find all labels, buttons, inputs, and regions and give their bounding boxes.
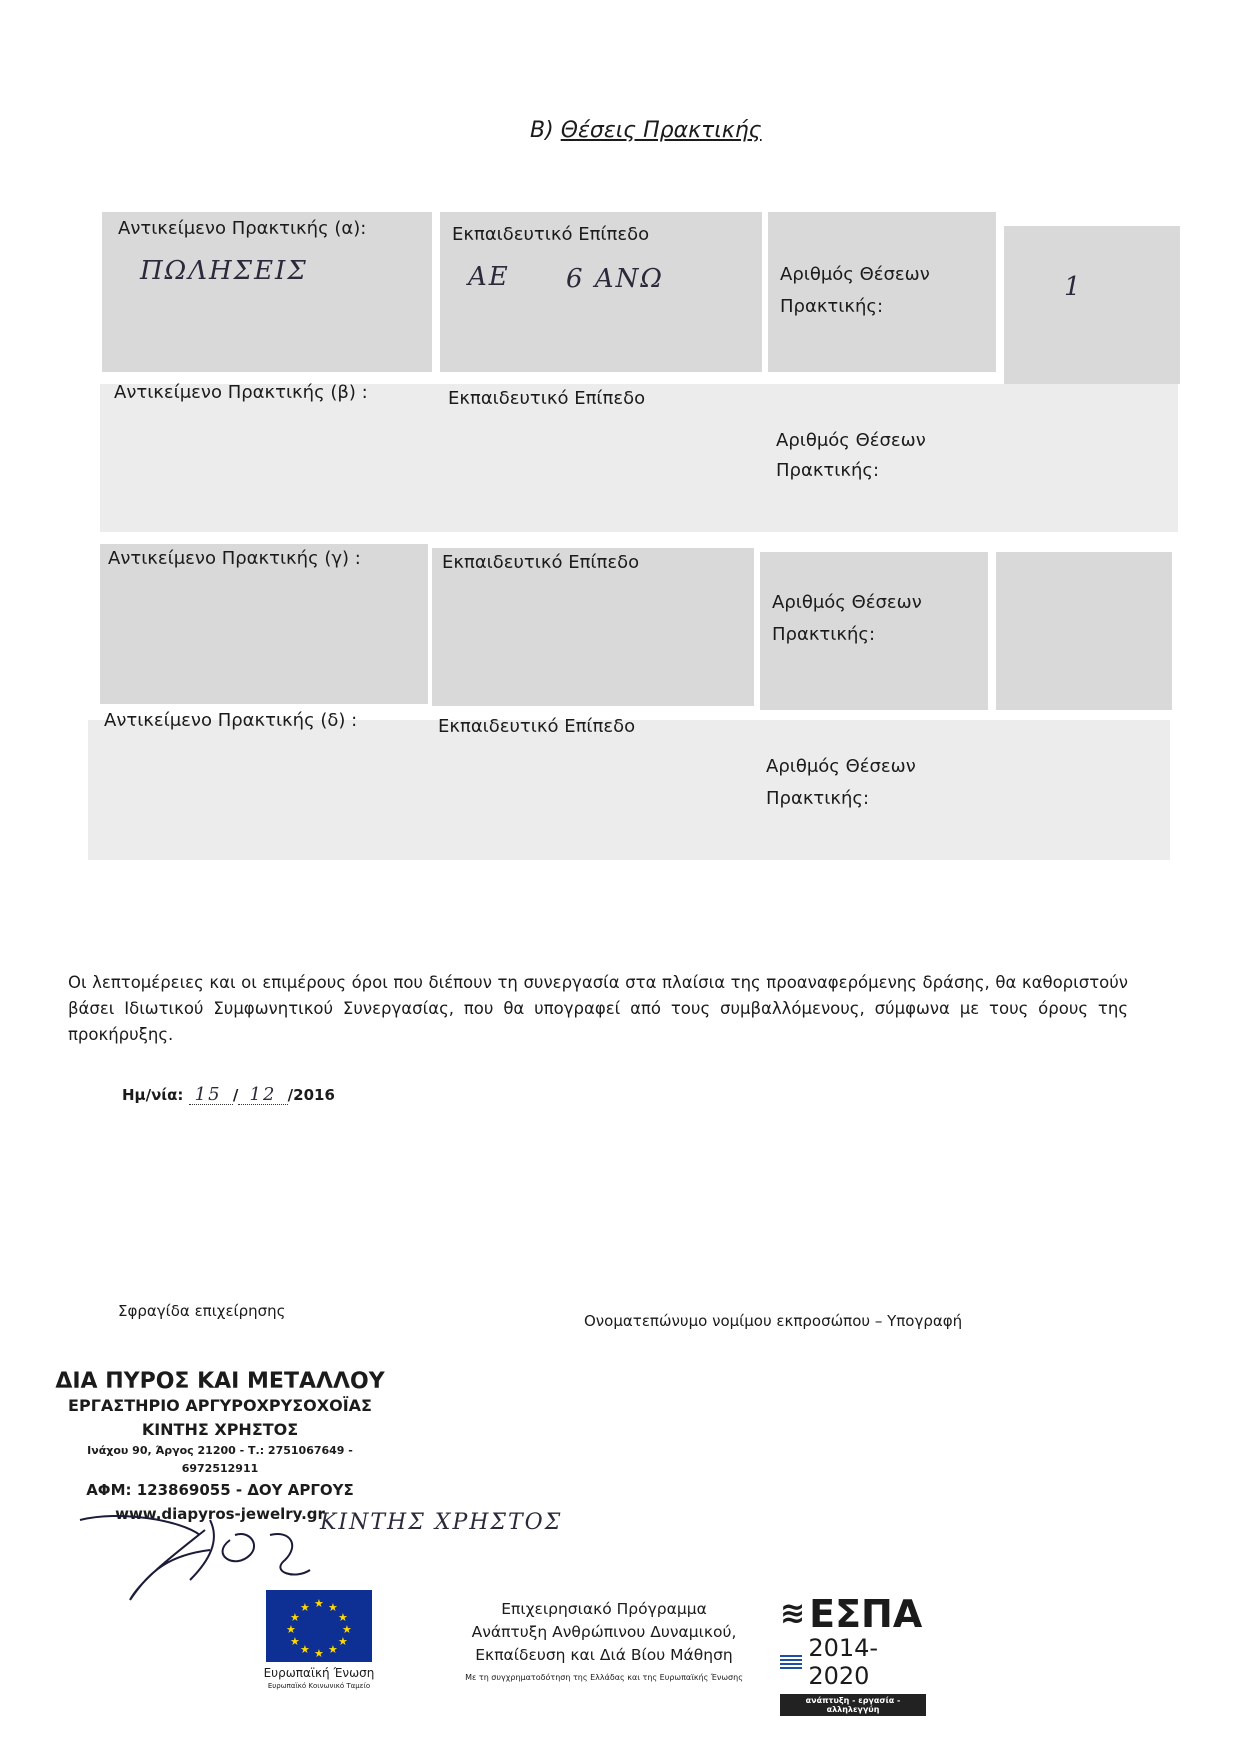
row-a-count-value: 1 <box>1064 272 1083 302</box>
row-a-subject-label: Αντικείμενο Πρακτικής (α): <box>118 218 367 239</box>
eu-flag-icon: ★ ★ ★ ★ ★ ★ ★ ★ ★ ★ ★ ★ <box>266 1590 372 1662</box>
terms-paragraph: Οι λεπτομέρειες και οι επιμέρους όροι που διέπουν τη συνεργασία στα πλαίσια της προαναφερόμενης δράσης, θα καθοριστούν βάσει Ιδιωτικού Συμφωνητικού Συνεργασίας, που θα υπογραφεί από τους συμβαλλόμενους, σύμφωνα με τους όρους της προκήρυξης. <box>68 973 1128 1044</box>
signature-label: Ονοματεπώνυμο νομίμου εκπροσώπου – Υπογραφή <box>584 1312 963 1330</box>
row-b-count-label-1: Αριθμός Θέσεων <box>776 430 926 451</box>
date-line: Ημ/νία: 15 / 12 /2016 <box>122 1084 335 1105</box>
row-a-count-label-1: Αριθμός Θέσεων <box>780 264 930 285</box>
espa-waves-icon: ≋ <box>780 1596 806 1631</box>
seal-label: Σφραγίδα επιχείρησης <box>118 1302 286 1320</box>
row-a-level-value: ΑΕ <box>468 262 510 292</box>
espa-logo: ≋ ΕΣΠΑ 2014-2020 ανάπτυξη - εργασία - αλληλεγγύη <box>780 1594 930 1716</box>
row-c-count-label-1: Αριθμός Θέσεων <box>772 592 922 613</box>
row-a-count-label-2: Πρακτικής: <box>780 296 884 317</box>
row-d-level-label: Εκπαιδευτικό Επίπεδο <box>438 716 636 737</box>
program-text: Επιχειρησιακό Πρόγραμμα Ανάπτυξη Ανθρώπινου Δυναμικού, Εκπαίδευση και Διά Βίου Μάθηση Με τη συγχρηματοδότηση της Ελλάδας και της Ευρωπαϊκής Ένωσης <box>465 1600 743 1682</box>
row-c-count-cell <box>996 552 1172 710</box>
row-a-level-value-2: 6 ΑΝΩ <box>566 264 664 294</box>
row-b-subject-label: Αντικείμενο Πρακτικής (β) : <box>114 382 368 403</box>
row-d-count-label-1: Αριθμός Θέσεων <box>766 756 916 777</box>
row-d-block <box>88 720 1170 860</box>
row-a-subject-value: ΠΩΛΗΣΕΙΣ <box>140 256 308 286</box>
row-d-count-label-2: Πρακτικής: <box>766 788 870 809</box>
row-b-count-label-2: Πρακτικής: <box>776 460 880 481</box>
greek-flag-icon <box>780 1655 802 1669</box>
row-c-level-label: Εκπαιδευτικό Επίπεδο <box>442 552 640 573</box>
company-stamp: ΔΙΑ ΠΥΡΟΣ ΚΑΙ ΜΕΤΑΛΛΟΥ ΕΡΓΑΣΤΗΡΙΟ ΑΡΓΥΡΟΧΡΥΣΟΧΟΪΑΣ ΚΙΝΤΗΣ ΧΡΗΣΤΟΣ Ινάχου 90, Άργος 21200 - Τ.: 2751067649 - 6972512911 ΑΦΜ: 123869055 - ΔΟΥ ΑΡΓΟΥΣ www.diapyros-jewelry.gr <box>55 1369 385 1523</box>
row-c-subject-label: Αντικείμενο Πρακτικής (γ) : <box>108 548 361 569</box>
row-a-count-cell <box>1004 226 1180 384</box>
signature-name: ΚΙΝΤΗΣ ΧΡΗΣΤΟΣ <box>320 1510 563 1535</box>
eu-label: Ευρωπαϊκή Ένωση <box>263 1666 375 1680</box>
row-c-count-label-2: Πρακτικής: <box>772 624 876 645</box>
row-b-level-label: Εκπαιδευτικό Επίπεδο <box>448 388 646 409</box>
row-d-subject-label: Αντικείμενο Πρακτικής (δ) : <box>104 710 358 731</box>
row-a-level-label: Εκπαιδευτικό Επίπεδο <box>452 224 650 245</box>
page-title: B) Θέσεις Πρακτικής <box>530 118 762 143</box>
eu-sub-label: Ευρωπαϊκό Κοινωνικό Ταμείο <box>267 1682 371 1690</box>
row-a-count-label-cell <box>768 212 996 372</box>
